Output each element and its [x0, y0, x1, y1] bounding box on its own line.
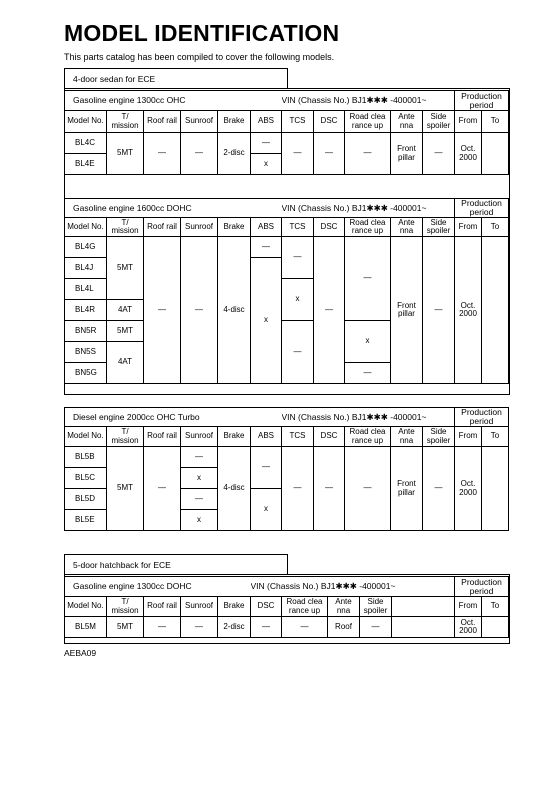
sunroof-cell: — [181, 489, 218, 510]
intro-text: This parts catalog has been compiled to cover the following models. [64, 52, 335, 62]
col-to: To [482, 427, 509, 447]
brake-cell: 2-disc [218, 617, 251, 638]
production-period-header: Production period [455, 577, 509, 597]
engine-label: Gasoline engine 1600cc DOHC [65, 199, 282, 218]
col-model: Model No. [65, 218, 107, 237]
col-tmission: T/ mission [107, 427, 144, 447]
sedan-diesel-table [64, 407, 509, 531]
road-clearance-cell: — [345, 363, 391, 384]
blank-cell [392, 617, 455, 638]
brake-cell: 2-disc [218, 133, 251, 175]
road-clearance-cell: — [345, 447, 391, 531]
col-abs: ABS [251, 218, 282, 237]
tcs-cell: x [282, 279, 314, 321]
production-period-header: Production period [455, 91, 509, 111]
dsc-cell: — [314, 447, 345, 531]
col-tmission: T/ mission [107, 218, 144, 237]
col-abs: ABS [251, 111, 282, 133]
abs-cell: — [251, 133, 282, 154]
col-sunroof: Sunroof [181, 218, 218, 237]
col-tmission: T/ mission [107, 111, 144, 133]
roof-rail-cell: — [144, 237, 181, 384]
tcs-cell: — [282, 237, 314, 279]
from-cell: Oct. 2000 [455, 237, 482, 384]
side-spoiler-cell: — [423, 133, 455, 175]
col-tmission: T/ mission [107, 597, 144, 617]
model-cell: BN5S [65, 342, 107, 363]
col-antenna: Ante nna [391, 427, 423, 447]
vin-label: VIN (Chassis No.) BJ1✱✱✱ -400001~ [282, 199, 455, 218]
production-period-header: Production period [455, 408, 509, 427]
side-spoiler-cell: — [360, 617, 392, 638]
col-model: Model No. [65, 111, 107, 133]
col-from: From [455, 111, 482, 133]
road-clearance-cell: x [345, 321, 391, 363]
col-sunroof: Sunroof [181, 111, 218, 133]
col-to: To [482, 597, 509, 617]
sunroof-cell: — [181, 447, 218, 468]
model-cell: BL4G [65, 237, 107, 258]
col-antenna: Ante nna [328, 597, 360, 617]
col-road-clearance: Road clea rance up [345, 111, 391, 133]
from-cell: Oct. 2000 [455, 617, 482, 638]
hatch-tab-label: 5-door hatchback for ECE [64, 554, 288, 574]
brake-cell: 4-disc [218, 447, 251, 531]
tcs-cell: — [282, 447, 314, 531]
tmission-cell: 5MT [107, 617, 144, 638]
dsc-cell: — [251, 617, 282, 638]
col-side-spoiler: Side spoiler [423, 218, 455, 237]
model-cell: BL5D [65, 489, 107, 510]
col-brake: Brake [218, 427, 251, 447]
vin-label: VIN (Chassis No.) BJ1✱✱✱ -400001~ [251, 577, 455, 597]
col-to: To [482, 111, 509, 133]
to-cell [482, 447, 509, 531]
tcs-cell: — [282, 321, 314, 384]
col-sunroof: Sunroof [181, 427, 218, 447]
sunroof-cell: x [181, 468, 218, 489]
col-road-clearance: Road clea rance up [345, 218, 391, 237]
col-dsc: DSC [314, 427, 345, 447]
col-road-clearance: Road clea rance up [345, 427, 391, 447]
sunroof-cell: x [181, 510, 218, 531]
col-tcs: TCS [282, 218, 314, 237]
abs-cell: x [251, 154, 282, 175]
col-roof-rail: Roof rail [144, 427, 181, 447]
sunroof-cell: — [181, 237, 218, 384]
col-from: From [455, 218, 482, 237]
from-cell: Oct. 2000 [455, 447, 482, 531]
col-side-spoiler: Side spoiler [360, 597, 392, 617]
col-to: To [482, 218, 509, 237]
model-cell: BL5C [65, 468, 107, 489]
col-antenna: Ante nna [391, 111, 423, 133]
abs-cell: x [251, 258, 282, 384]
tmission-cell: 5MT [107, 133, 144, 175]
col-tcs: TCS [282, 111, 314, 133]
roof-rail-cell: — [144, 617, 181, 638]
col-abs: ABS [251, 427, 282, 447]
col-model: Model No. [65, 597, 107, 617]
sedan-1300-table [64, 90, 509, 175]
col-brake: Brake [218, 597, 251, 617]
side-spoiler-cell: — [423, 237, 455, 384]
roof-rail-cell: — [144, 447, 181, 531]
col-brake: Brake [218, 218, 251, 237]
tmission-cell: 5MT [107, 321, 144, 342]
from-cell: Oct. 2000 [455, 133, 482, 175]
abs-cell: x [251, 489, 282, 531]
model-cell: BL5E [65, 510, 107, 531]
model-cell: BL5B [65, 447, 107, 468]
model-cell: BN5R [65, 321, 107, 342]
col-side-spoiler: Side spoiler [423, 111, 455, 133]
document-code: AEBA09 [64, 648, 97, 658]
tcs-cell: — [282, 133, 314, 175]
tmission-cell: 5MT [107, 447, 144, 531]
model-cell: BL4L [65, 279, 107, 300]
col-dsc: DSC [314, 218, 345, 237]
sedan-tab-label: 4-door sedan for ECE [64, 68, 288, 88]
engine-label: Gasoline engine 1300cc OHC [65, 91, 282, 111]
page-title: MODEL IDENTIFICATION [64, 20, 340, 46]
dsc-cell: — [314, 237, 345, 384]
road-clearance-cell: — [282, 617, 328, 638]
abs-cell: — [251, 447, 282, 489]
to-cell [482, 617, 509, 638]
abs-cell: — [251, 237, 282, 258]
engine-label: Diesel engine 2000cc OHC Turbo [65, 408, 282, 427]
col-roof-rail: Roof rail [144, 111, 181, 133]
col-dsc: DSC [251, 597, 282, 617]
col-roof-rail: Roof rail [144, 597, 181, 617]
dsc-cell: — [314, 133, 345, 175]
col-side-spoiler: Side spoiler [423, 427, 455, 447]
col-road-clearance: Road clea rance up [282, 597, 328, 617]
col-brake: Brake [218, 111, 251, 133]
to-cell [482, 133, 509, 175]
production-period-header: Production period [455, 199, 509, 218]
antenna-cell: Front pillar [391, 133, 423, 175]
side-spoiler-cell: — [423, 447, 455, 531]
model-cell: BL4C [65, 133, 107, 154]
brake-cell: 4-disc [218, 237, 251, 384]
vin-label: VIN (Chassis No.) BJ1✱✱✱ -400001~ [282, 91, 455, 111]
model-cell: BN5G [65, 363, 107, 384]
model-cell: BL5M [65, 617, 107, 638]
to-cell [482, 237, 509, 384]
tmission-cell: 4AT [107, 300, 144, 321]
sunroof-cell: — [181, 617, 218, 638]
col-model: Model No. [65, 427, 107, 447]
tmission-cell: 5MT [107, 237, 144, 300]
road-clearance-cell: — [345, 133, 391, 175]
col-dsc: DSC [314, 111, 345, 133]
antenna-cell: Front pillar [391, 237, 423, 384]
sedan-1600-table [64, 198, 509, 384]
road-clearance-cell: — [345, 237, 391, 321]
model-cell: BL4R [65, 300, 107, 321]
col-from: From [455, 597, 482, 617]
col-sunroof: Sunroof [181, 597, 218, 617]
model-cell: BL4J [65, 258, 107, 279]
sunroof-cell: — [181, 133, 218, 175]
col-roof-rail: Roof rail [144, 218, 181, 237]
roof-rail-cell: — [144, 133, 181, 175]
col-from: From [455, 427, 482, 447]
engine-label: Gasoline engine 1300cc DOHC [65, 577, 251, 597]
col-tcs: TCS [282, 427, 314, 447]
model-cell: BL4E [65, 154, 107, 175]
tmission-cell: 4AT [107, 342, 144, 384]
vin-label: VIN (Chassis No.) BJ1✱✱✱ -400001~ [282, 408, 455, 427]
col-blank [392, 597, 455, 617]
antenna-cell: Front pillar [391, 447, 423, 531]
hatch-1300-table [64, 576, 509, 638]
antenna-cell: Roof [328, 617, 360, 638]
col-antenna: Ante nna [391, 218, 423, 237]
